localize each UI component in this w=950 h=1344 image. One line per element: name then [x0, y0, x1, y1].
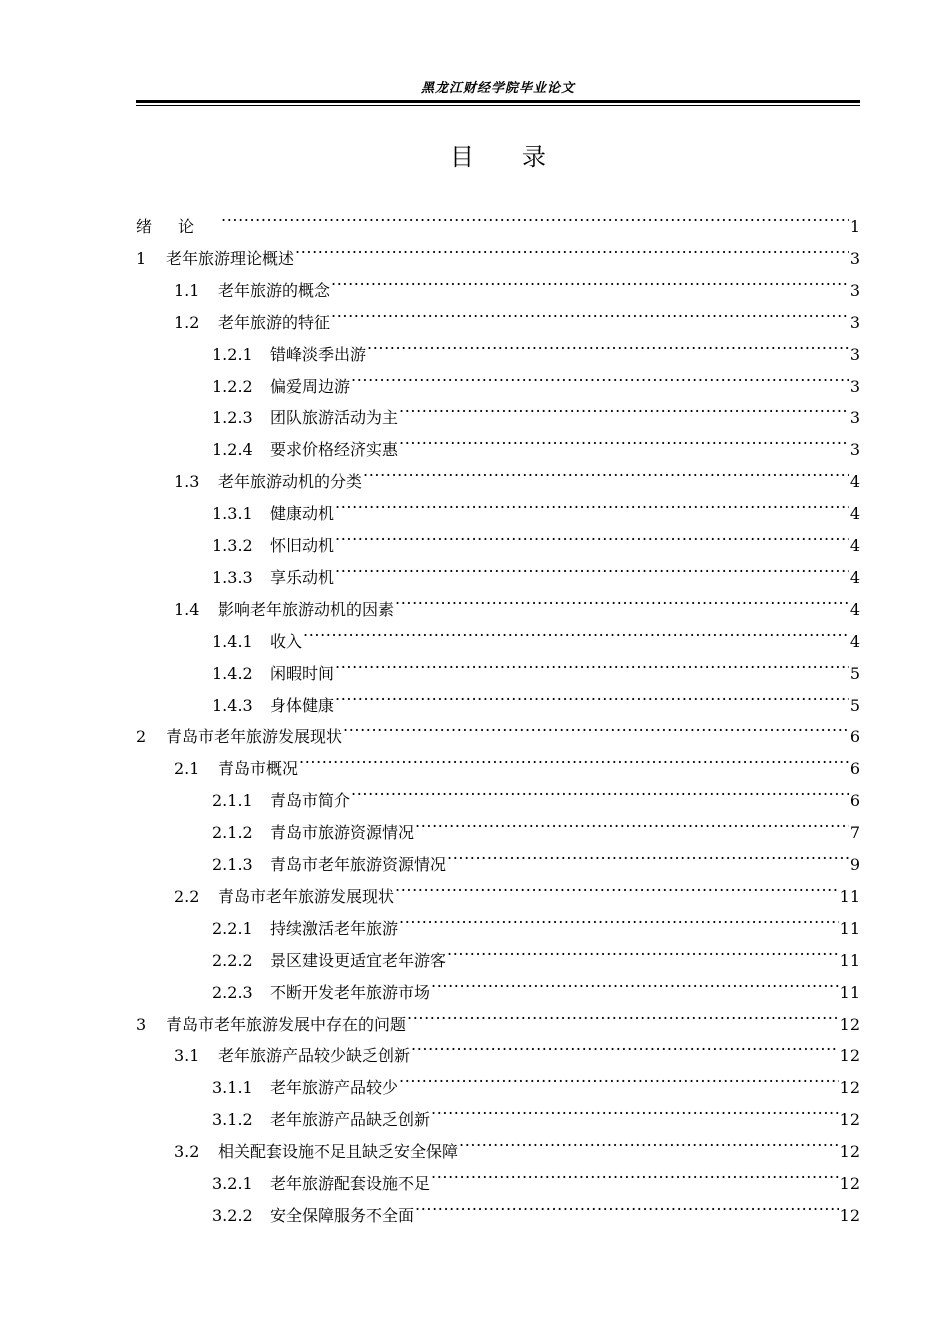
toc-entry-page: 7 — [849, 823, 860, 843]
toc-entry-number: 1.3 — [174, 472, 200, 492]
toc-entry-title: 持续激活老年旅游 — [270, 918, 399, 938]
toc-entry[interactable] — [136, 1093, 860, 1130]
toc-entry-title: 老年旅游的概念 — [218, 280, 331, 300]
toc-entry[interactable] — [136, 998, 860, 1034]
toc-dot-leader — [335, 487, 849, 519]
toc-entry[interactable] — [136, 232, 860, 268]
toc-entry-number: 3.2 — [174, 1142, 200, 1162]
toc-entry-page: 12 — [839, 1014, 860, 1034]
toc-dot-leader — [399, 391, 849, 423]
toc-entry[interactable] — [136, 551, 860, 587]
toc-entry[interactable] — [136, 519, 860, 555]
toc-entry-title: 享乐动机 — [270, 567, 335, 587]
toc-entry-number: 1.4.3 — [212, 695, 253, 715]
toc-title — [136, 140, 860, 174]
toc-entry-title: 团队旅游活动为主 — [270, 408, 399, 428]
toc-entry-page: 3 — [849, 440, 860, 460]
toc-dot-leader — [351, 360, 849, 392]
toc-entry[interactable] — [136, 360, 860, 396]
toc-entry-page: 3 — [849, 408, 860, 428]
toc-entry-page: 3 — [849, 344, 860, 364]
toc-entry-title: 健康动机 — [270, 504, 335, 524]
toc-dot-leader — [415, 1189, 839, 1221]
toc-entry-number: 2 — [136, 727, 147, 747]
toc-entry[interactable] — [136, 966, 860, 1002]
toc-dot-leader — [395, 870, 839, 902]
toc-entry-title: 老年旅游产品较少 — [270, 1078, 399, 1098]
toc-entry[interactable] — [136, 710, 860, 747]
toc-entry-page: 9 — [849, 855, 860, 874]
toc-dot-leader — [299, 742, 849, 774]
toc-entry-title: 老年旅游配套设施不足 — [270, 1174, 431, 1193]
toc-entry-page: 12 — [839, 1205, 860, 1225]
toc-entry-number: 1.3.2 — [212, 536, 253, 555]
toc-entry-title: 青岛市概况 — [218, 759, 299, 779]
toc-entry[interactable] — [136, 1061, 860, 1098]
toc-dot-leader — [415, 806, 849, 838]
toc-entry-title: 安全保障服务不全面 — [270, 1205, 415, 1225]
toc-dot-leader — [431, 1093, 839, 1125]
toc-dot-leader — [335, 519, 849, 551]
toc-dot-leader — [411, 1029, 839, 1061]
toc-entry[interactable] — [136, 742, 860, 779]
toc-entry-title: 要求价格经济实惠 — [270, 440, 399, 460]
toc-dot-leader — [363, 455, 849, 487]
toc-entry-number: 3.1 — [174, 1046, 200, 1066]
toc-entry-number: 3.1.2 — [212, 1110, 253, 1130]
toc-entry-page: 12 — [839, 1142, 860, 1162]
toc-entry[interactable] — [136, 296, 860, 332]
toc-entry-title: 闲暇时间 — [270, 663, 335, 683]
toc-entry-number: 1.2.3 — [212, 408, 253, 428]
toc-entry-title: 青岛市简介 — [270, 791, 351, 811]
toc-entry-page: 6 — [849, 759, 860, 779]
toc-dot-leader — [395, 583, 849, 615]
toc-entry-number: 3 — [136, 1014, 147, 1034]
toc-entry-title: 老年旅游产品缺乏创新 — [270, 1110, 431, 1130]
toc-entry[interactable] — [136, 838, 860, 874]
toc-entry-page: 3 — [849, 248, 860, 268]
toc-entry[interactable] — [136, 455, 860, 492]
toc-entry-number: 1.2.2 — [212, 376, 253, 396]
toc-entry-number: 3.2.2 — [212, 1205, 253, 1225]
toc-entry[interactable] — [136, 679, 860, 715]
toc-dot-leader — [431, 1157, 839, 1189]
toc-entry-number: 2.2 — [174, 886, 200, 906]
toc-entry-page: 6 — [849, 727, 860, 747]
toc-dot-leader — [343, 710, 849, 742]
toc-entry-number: 2.1.3 — [212, 855, 253, 874]
toc-entry[interactable] — [136, 487, 860, 524]
toc-entry-number: 2.1.2 — [212, 823, 253, 843]
header-rule-thick — [136, 100, 860, 103]
toc-entry-title: 老年旅游理论概述 — [166, 248, 295, 268]
toc-entry-page: 3 — [849, 280, 860, 300]
toc-entry-page: 11 — [839, 950, 860, 970]
toc-entry-title: 不断开发老年旅游市场 — [270, 982, 431, 1002]
running-header: 黑龙江财经学院毕业论文 — [420, 81, 575, 96]
toc-entry[interactable] — [136, 1157, 860, 1193]
toc-entry-number: 2.1.1 — [212, 791, 253, 811]
toc-entry-page: 5 — [849, 663, 860, 683]
toc-dot-leader — [399, 1061, 839, 1093]
toc-entry-number: 1.2 — [174, 312, 200, 332]
toc-entry[interactable] — [136, 806, 860, 843]
toc-dot-leader — [367, 328, 849, 360]
toc-entry[interactable] — [136, 902, 860, 938]
toc-dot-leader — [399, 902, 839, 934]
toc-dot-leader — [407, 998, 839, 1030]
toc-entry-number: 2.2.1 — [212, 918, 253, 938]
toc-entry-title: 错峰淡季出游 — [270, 344, 367, 364]
toc-entry-title: 老年旅游的特征 — [218, 312, 331, 332]
toc-entry-title: 青岛市旅游资源情况 — [270, 823, 415, 843]
toc-entry[interactable] — [136, 391, 860, 428]
toc-entry-page: 4 — [849, 472, 860, 492]
toc-entry-number: 2.2.3 — [212, 982, 253, 1002]
toc-dot-leader — [221, 200, 849, 232]
toc-dot-leader — [295, 232, 849, 264]
toc-entry-number: 1.3.3 — [212, 567, 253, 587]
toc-entry-page: 12 — [839, 1174, 860, 1193]
toc-entry-page: 11 — [839, 886, 860, 906]
toc-entry-page: 1 — [849, 217, 860, 236]
toc-entry[interactable] — [136, 647, 860, 683]
toc-entry[interactable] — [136, 1029, 860, 1066]
toc-entry-number: 2.1 — [174, 759, 200, 779]
toc-dot-leader — [399, 423, 849, 455]
toc-dot-leader — [431, 966, 839, 998]
toc-entry-number: 1.2.4 — [212, 440, 253, 460]
toc-entry[interactable] — [136, 1125, 860, 1162]
toc-dot-leader — [335, 647, 849, 679]
toc-entry-title: 青岛市老年旅游发展现状 — [166, 727, 343, 747]
toc-title-char: 目 — [450, 143, 474, 171]
toc-entry-title: 身体健康 — [270, 695, 335, 715]
toc-entry-page: 4 — [849, 631, 860, 651]
toc-entry-page: 3 — [849, 376, 860, 396]
toc-entry-page: 6 — [849, 791, 860, 811]
toc-entry-title: 景区建设更适宜老年游客 — [270, 950, 447, 970]
toc-entry-page: 11 — [839, 918, 860, 938]
toc-title-char: 录 — [522, 143, 546, 171]
toc-entry-number: 3.1.1 — [212, 1078, 253, 1098]
toc-entry-title: 影响老年旅游动机的因素 — [218, 599, 395, 619]
toc-entry-title: 老年旅游动机的分类 — [218, 472, 363, 492]
toc-entry-number: 1.3.1 — [212, 504, 253, 524]
toc-dot-leader — [447, 838, 849, 870]
toc-entry[interactable] — [136, 870, 860, 906]
toc-entry-title: 收入 — [270, 631, 303, 651]
toc-entry-title: 相关配套设施不足且缺乏安全保障 — [218, 1142, 459, 1162]
toc-entry-page: 4 — [849, 599, 860, 619]
toc-entry-number: 1.4 — [174, 599, 200, 619]
toc-entry-page: 5 — [849, 695, 860, 715]
toc-entry-page: 4 — [849, 536, 860, 555]
toc-dot-leader — [303, 615, 849, 647]
toc-entry-page: 4 — [849, 504, 860, 524]
toc-entry-title: 青岛市老年旅游资源情况 — [270, 855, 447, 874]
toc-dot-leader — [331, 264, 849, 296]
toc-entry-number: 2.2.2 — [212, 950, 253, 970]
toc-entry-number: 1.1 — [174, 280, 200, 300]
toc-entry-number: 1.4.1 — [212, 631, 253, 651]
toc-dot-leader — [351, 774, 849, 806]
toc-entry-page: 11 — [839, 982, 860, 1002]
toc-entry-page: 4 — [849, 567, 860, 587]
toc-entry-title: 偏爱周边游 — [270, 376, 351, 396]
toc-dot-leader — [335, 679, 849, 711]
toc-entry-title: 老年旅游产品较少缺乏创新 — [218, 1046, 411, 1066]
toc-entry-number: 1 — [136, 248, 147, 268]
toc-entry[interactable] — [136, 615, 860, 651]
header-rule-thin — [136, 105, 860, 106]
toc-entry[interactable] — [136, 200, 860, 236]
toc-entry[interactable] — [136, 423, 860, 460]
toc-entry-title: 怀旧动机 — [270, 536, 335, 555]
toc-entry-title: 绪论 — [136, 217, 221, 236]
toc-entry-page: 12 — [839, 1046, 860, 1066]
toc-dot-leader — [335, 551, 849, 583]
toc-entry-page: 12 — [839, 1110, 860, 1130]
toc-entry-number: 1.2.1 — [212, 344, 253, 364]
toc-entry-number: 1.4.2 — [212, 663, 253, 683]
toc-entry-title: 青岛市老年旅游发展现状 — [218, 886, 395, 906]
toc-dot-leader — [331, 296, 849, 328]
toc-entry-page: 12 — [839, 1078, 860, 1098]
toc-entry[interactable] — [136, 1189, 860, 1225]
toc-dot-leader — [459, 1125, 839, 1157]
toc-dot-leader — [447, 934, 839, 966]
toc-entry[interactable] — [136, 328, 860, 364]
toc-entry-page: 3 — [849, 312, 860, 332]
toc-entry[interactable] — [136, 583, 860, 619]
toc-entry-title: 青岛市老年旅游发展中存在的问题 — [166, 1014, 407, 1034]
toc-entry[interactable] — [136, 934, 860, 970]
toc-entry-number: 3.2.1 — [212, 1174, 253, 1193]
toc-entry[interactable] — [136, 264, 860, 300]
toc-entry[interactable] — [136, 774, 860, 811]
